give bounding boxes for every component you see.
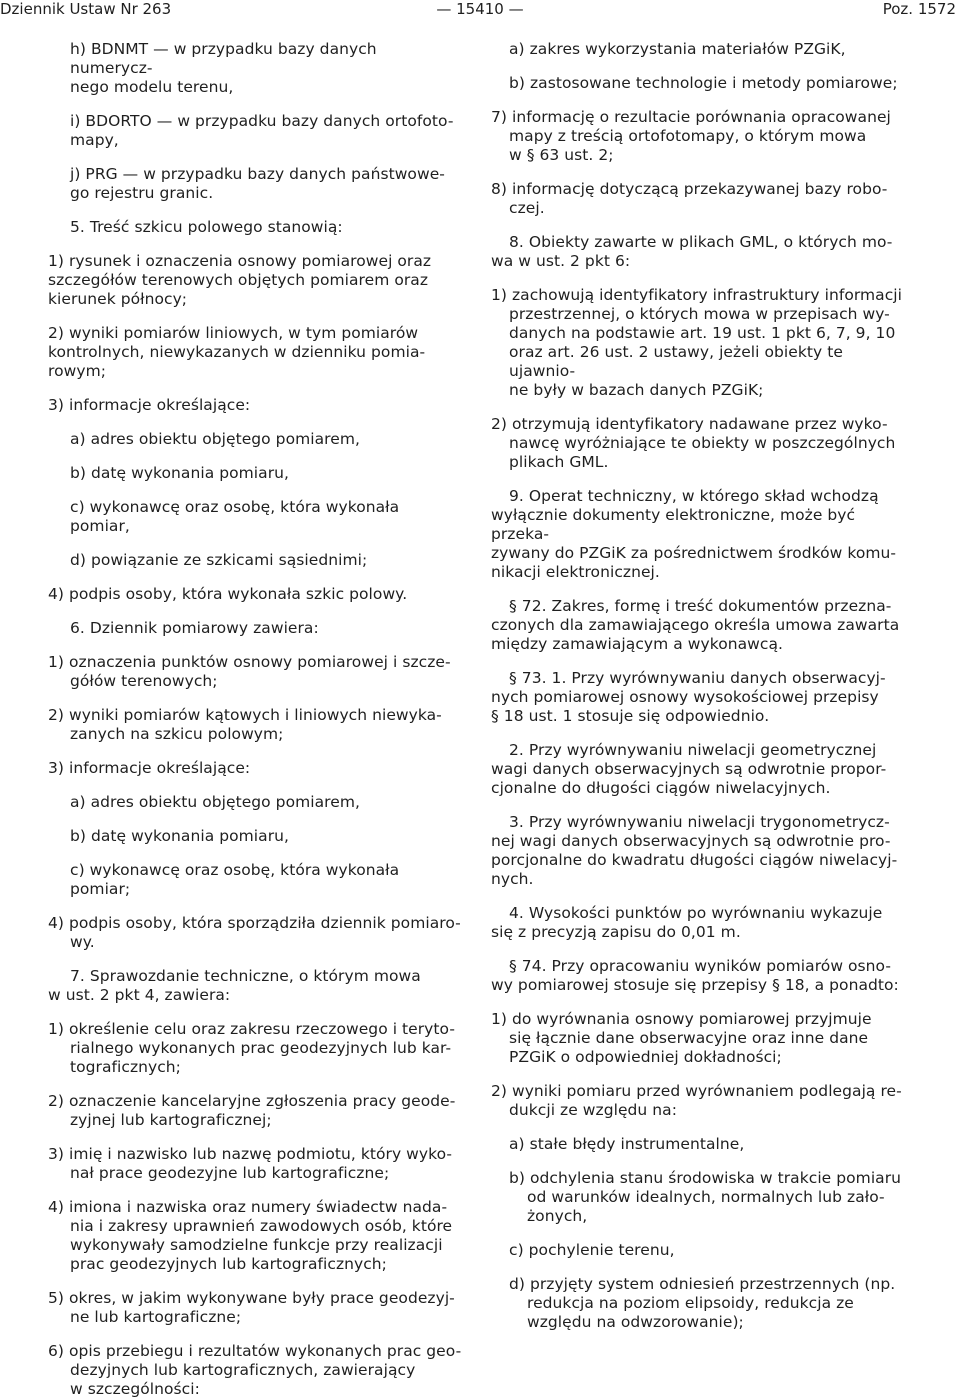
text-line: się łącznie dane obserwacyjne oraz inne dane [509, 1029, 869, 1047]
text-line: 2) wyniki pomiaru przed wyrównaniem podlegają re- [491, 1082, 902, 1100]
item-number: Poz. 1572 [882, 0, 956, 18]
text-line: ne były w bazach danych PZGiK; [509, 381, 764, 399]
text-line: b) datę wykonania pomiaru, [70, 827, 289, 845]
text-line: się z precyzją zapisu do 0,01 m. [491, 923, 741, 941]
text-line: 7. Sprawozdanie techniczne, o którym mowa [70, 967, 421, 985]
text-line: zywany do PZGiK za pośrednictwem środków komu- [491, 544, 897, 562]
text-line: 1) do wyrównania osnowy pomiarowej przyjmuje [491, 1010, 872, 1028]
paragraph-gap [48, 1005, 464, 1020]
paragraph-gap [48, 638, 464, 653]
paragraph-gap [491, 1260, 907, 1275]
text-line: b) odchylenia stanu środowiska w trakcie pomiaru [509, 1169, 902, 1187]
paragraph-gap [491, 1067, 907, 1082]
text-line: prac geodezyjnych lub kartograficznych; [70, 1255, 387, 1273]
paragraph-gap [48, 1183, 464, 1198]
paragraph-gap [491, 218, 907, 233]
text-line: kierunek północy; [48, 290, 188, 308]
text-line: go rejestru granic. [70, 184, 214, 202]
text-line: dezyjnych lub kartograficznych, zawierający [70, 1361, 416, 1379]
text-line: porcjonalne do kwadratu długości ciągów niwelacyj- [491, 851, 898, 869]
paragraph-gap [491, 889, 907, 904]
paragraph-gap [491, 942, 907, 957]
text-line: h) BDNMT — w przypadku bazy danych numerycz- [70, 40, 377, 77]
text-line: 5. Treść szkicu polowego stanowią: [70, 218, 343, 236]
page-number: — 15410 — [436, 0, 524, 18]
text-line: 8) informację dotyczącą przekazywanej bazy robo- [491, 180, 888, 198]
text-line: a) stałe błędy instrumentalne, [509, 1135, 745, 1153]
paragraph-gap [491, 582, 907, 597]
right-column [491, 40, 907, 1332]
text-line: 2) oznaczenie kancelaryjne zgłoszenia pracy geode- [48, 1092, 456, 1110]
paragraph-gap [491, 472, 907, 487]
text-line: nia i zakresy uprawnień zawodowych osób, które [70, 1217, 453, 1235]
text-line: § 72. Zakres, formę i treść dokumentów przezna- [509, 597, 892, 615]
text-line: kontrolnych, niewykazanych w dzienniku pomia- [48, 343, 426, 361]
text-line: i) BDORTO — w przypadku bazy danych ortofoto- [70, 112, 454, 130]
paragraph-gap [48, 1274, 464, 1289]
text-line: 4. Wysokości punktów po wyrównaniu wykazuje [509, 904, 883, 922]
paragraph-gap [48, 150, 464, 165]
text-line: b) datę wykonania pomiaru, [70, 464, 289, 482]
text-line: nikacji elektronicznej. [491, 563, 660, 581]
running-header [0, 0, 960, 24]
paragraph-gap [48, 744, 464, 759]
text-line: a) adres obiektu objętego pomiarem, [70, 430, 360, 448]
paragraph-gap [48, 570, 464, 585]
text-line: 1) zachowują identyfikatory infrastruktury informacji [491, 286, 902, 304]
paragraph-gap [48, 604, 464, 619]
text-line: 3) informacje określające: [48, 396, 251, 414]
paragraph-gap [48, 237, 464, 252]
text-line: w § 63 ust. 2; [509, 146, 614, 164]
text-line: 1) określenie celu oraz zakresu rzeczowego i teryto- [48, 1020, 455, 1038]
text-line: 2. Przy wyrównywaniu niwelacji geometrycznej [509, 741, 877, 759]
text-line: 6. Dziennik pomiarowy zawiera: [70, 619, 319, 637]
text-line: wy pomiarowej stosuje się przepisy § 18, a ponadto: [491, 976, 899, 994]
text-line: tograficznych; [70, 1058, 181, 1076]
text-line: rialnego wykonanych prac geodezyjnych lub kar- [70, 1039, 452, 1057]
text-line: nał prace geodezyjne lub kartograficzne; [70, 1164, 390, 1182]
text-line: plikach GML. [509, 453, 609, 471]
text-line: d) powiązanie ze szkicami sąsiednimi; [70, 551, 368, 569]
paragraph-gap [491, 59, 907, 74]
paragraph-gap [48, 1327, 464, 1342]
text-line: 7) informację o rezultacie porównania opracowanej [491, 108, 891, 126]
text-line: 2) otrzymują identyfikatory nadawane przez wyko- [491, 415, 888, 433]
text-line: 3) imię i nazwisko lub nazwę podmiotu, który wyko- [48, 1145, 453, 1163]
text-line: wagi danych obserwacyjnych są odwrotnie propor- [491, 760, 887, 778]
text-line: rowym; [48, 362, 106, 380]
text-line: b) zastosowane technologie i metody pomiarowe; [509, 74, 898, 92]
text-line: 2) wyniki pomiarów liniowych, w tym pomiarów [48, 324, 419, 342]
text-line: zanych na szkicu polowym; [70, 725, 284, 743]
paragraph-gap [491, 726, 907, 741]
text-line: 1) rysunek i oznaczenia osnowy pomiarowej oraz [48, 252, 432, 270]
paragraph-gap [48, 952, 464, 967]
text-line: danych na podstawie art. 19 ust. 1 pkt 6, 7, 9, 10 [509, 324, 896, 342]
text-line: w szczególności: [70, 1380, 200, 1398]
text-line: § 18 ust. 1 stosuje się odpowiednio. [491, 707, 770, 725]
text-line: cjonalne do długości ciągów niwelacyjnych. [491, 779, 831, 797]
paragraph-gap [48, 778, 464, 793]
text-line: nego modelu terenu, [70, 78, 234, 96]
text-line: oraz art. 26 ust. 2 ustawy, jeżeli obiekty te ujawnio- [509, 343, 843, 380]
text-line: wyłącznie dokumenty elektroniczne, może być przeka- [491, 506, 856, 543]
text-line: w ust. 2 pkt 4, zawiera: [48, 986, 231, 1004]
text-line: przestrzennej, o których mowa w przepisach wy- [509, 305, 890, 323]
paragraph-gap [48, 309, 464, 324]
text-line: a) zakres wykorzystania materiałów PZGiK, [509, 40, 846, 58]
text-line: względu na odwzorowanie); [527, 1313, 744, 1331]
paragraph-gap [491, 654, 907, 669]
text-line: a) adres obiektu objętego pomiarem, [70, 793, 360, 811]
text-line: 4) podpis osoby, która sporządziła dziennik pomiaro- [48, 914, 461, 932]
text-line: redukcja na poziom elipsoidy, redukcja ze [527, 1294, 854, 1312]
paragraph-gap [48, 1130, 464, 1145]
text-line: nych. [491, 870, 534, 888]
paragraph-gap [491, 93, 907, 108]
paragraph-gap [48, 483, 464, 498]
paragraph-gap [491, 271, 907, 286]
paragraph-gap [48, 691, 464, 706]
text-line: c) pochylenie terenu, [509, 1241, 675, 1259]
paragraph-gap [48, 415, 464, 430]
paragraph-gap [48, 449, 464, 464]
text-line: zyjnej lub kartograficznej; [70, 1111, 272, 1129]
paragraph-gap [48, 381, 464, 396]
text-line: czej. [509, 199, 545, 217]
paragraph-gap [48, 97, 464, 112]
paragraph-gap [491, 1120, 907, 1135]
text-line: 3) informacje określające: [48, 759, 251, 777]
paragraph-gap [48, 203, 464, 218]
text-line: szczegółów terenowych objętych pomiarem oraz [48, 271, 429, 289]
text-line: wa w ust. 2 pkt 6: [491, 252, 631, 270]
text-line: mapy, [70, 131, 119, 149]
paragraph-gap [48, 812, 464, 827]
paragraph-gap [491, 798, 907, 813]
text-line: ne lub kartograficzne; [70, 1308, 242, 1326]
paragraph-gap [491, 165, 907, 180]
text-line: 1) oznaczenia punktów osnowy pomiarowej i szcze- [48, 653, 451, 671]
text-line: § 73. 1. Przy wyrównywaniu danych obserwacyj- [509, 669, 886, 687]
text-line: gółów terenowych; [70, 672, 218, 690]
text-line: nej wagi danych obserwacyjnych są odwrotnie pro- [491, 832, 891, 850]
text-line: żonych, [527, 1207, 588, 1225]
text-line: wykonywały samodzielne funkcje przy realizacji [70, 1236, 443, 1254]
text-line: od warunków idealnych, normalnych lub zało- [527, 1188, 885, 1206]
text-line: mapy z treścią ortofotomapy, o którym mowa [509, 127, 867, 145]
paragraph-gap [48, 1077, 464, 1092]
paragraph-gap [48, 536, 464, 551]
paragraph-gap [491, 1226, 907, 1241]
text-line: d) przyjęty system odniesień przestrzennych (np. [509, 1275, 896, 1293]
paragraph-gap [48, 899, 464, 914]
text-line: 4) imiona i nazwiska oraz numery świadectw nada- [48, 1198, 448, 1216]
text-line: nych pomiarowej osnowy wysokościowej przepisy [491, 688, 879, 706]
text-line: 3. Przy wyrównywaniu niwelacji trygonometrycz- [509, 813, 890, 831]
paragraph-gap [48, 846, 464, 861]
text-line: dukcji ze względu na: [509, 1101, 677, 1119]
paragraph-gap [491, 400, 907, 415]
text-line: PZGiK o odpowiedniej dokładności; [509, 1048, 782, 1066]
text-line: 9. Operat techniczny, w którego skład wchodzą [509, 487, 879, 505]
text-line: 4) podpis osoby, która wykonała szkic polowy. [48, 585, 408, 603]
left-column [48, 40, 464, 1399]
journal-title: Dziennik Ustaw Nr 263 [0, 0, 172, 18]
text-line: nawcę wyróżniające te obiekty w poszczególnych [509, 434, 896, 452]
paragraph-gap [491, 995, 907, 1010]
text-line: j) PRG — w przypadku bazy danych państwowe- [70, 165, 445, 183]
text-line: c) wykonawcę oraz osobę, która wykonała pomiar, [70, 498, 400, 535]
text-line: między zamawiającym a wykonawcą. [491, 635, 783, 653]
text-line: 6) opis przebiegu i rezultatów wykonanych prac geo- [48, 1342, 462, 1360]
text-line: 5) okres, w jakim wykonywane były prace geodezyj- [48, 1289, 455, 1307]
paragraph-gap [491, 1154, 907, 1169]
text-line: c) wykonawcę oraz osobę, która wykonała pomiar; [70, 861, 400, 898]
text-line: 2) wyniki pomiarów kątowych i liniowych niewyka- [48, 706, 442, 724]
text-line: wy. [70, 933, 95, 951]
text-line: czonych dla zamawiającego określa umowa zawarta [491, 616, 900, 634]
text-line: 8. Obiekty zawarte w plikach GML, o których mo- [509, 233, 893, 251]
text-line: § 74. Przy opracowaniu wyników pomiarów osno- [509, 957, 892, 975]
